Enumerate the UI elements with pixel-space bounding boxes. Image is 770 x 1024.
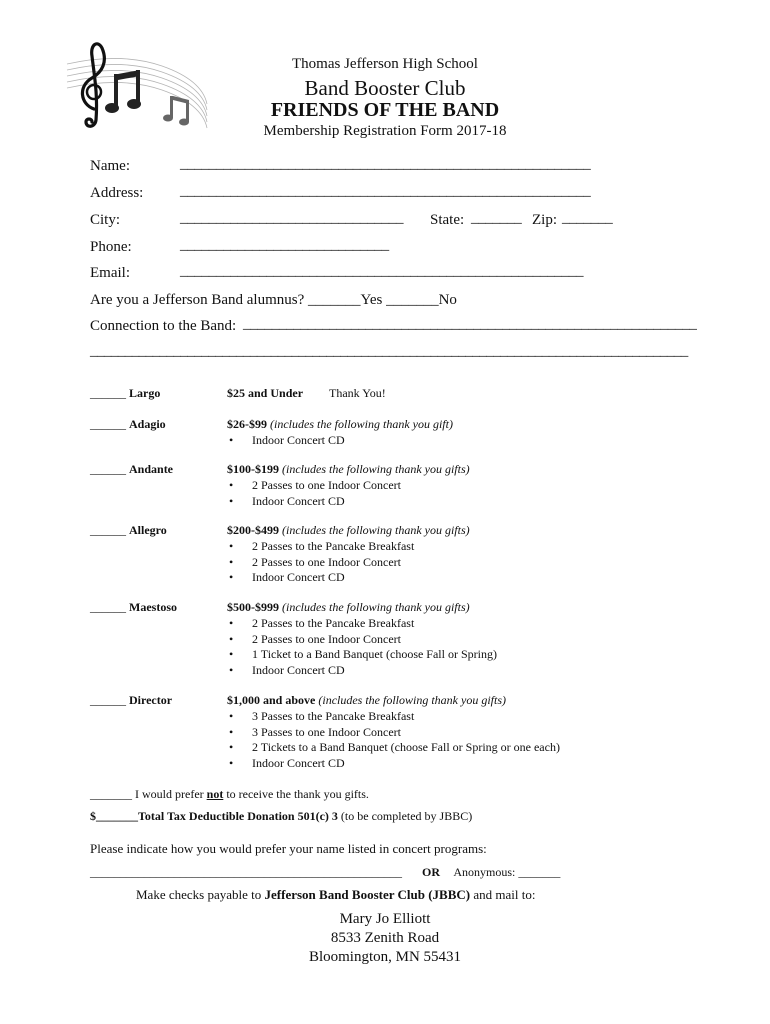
zip-field[interactable]: _______ <box>562 210 613 226</box>
mail-to-street: 8533 Zenith Road <box>330 930 440 946</box>
payable-before: Make checks payable to <box>136 887 262 902</box>
gift-item: • 2 Passes to one Indoor Concert <box>227 632 497 648</box>
payable-row <box>136 887 535 903</box>
alumnus-yes-blank[interactable]: _______ <box>308 292 361 308</box>
name-field[interactable]: _________________________________________________________ <box>180 156 591 172</box>
alumnus-question <box>90 292 457 309</box>
club-name: Band Booster Club <box>304 76 466 100</box>
gift-item: • 1 Ticket to a Band Banquet (choose Fall or Spring) <box>227 647 497 663</box>
level-allegro-blank[interactable]: ______ <box>90 523 126 537</box>
level-andante-blank[interactable]: ______ <box>90 462 126 476</box>
name-label: Name: <box>90 158 130 174</box>
level-allegro-note: (includes the following thank you gifts) <box>282 523 470 537</box>
payable-after: and mail to: <box>473 887 536 902</box>
level-adagio-gifts <box>227 433 345 449</box>
level-largo-blank[interactable]: ______ <box>90 386 126 400</box>
level-director-amount: $1,000 and above <box>227 693 316 707</box>
level-largo-thanks: Thank You! <box>329 386 386 400</box>
friends-heading: FRIENDS OF THE BAND <box>270 99 500 121</box>
city-label: City: <box>90 212 121 228</box>
program-prompt: Please indicate how you would prefer your name listed in concert programs: <box>90 841 487 856</box>
zip-label: Zip: <box>532 212 557 228</box>
alumnus-no-label: No <box>438 292 457 308</box>
total-dollar: $ <box>90 809 96 823</box>
level-adagio-note: (includes the following thank you gift) <box>270 417 453 431</box>
connection-field[interactable]: _______________________________________________________________ <box>243 316 697 332</box>
connection-label: Connection to the Band: <box>90 318 237 334</box>
level-adagio-name: Adagio <box>129 417 166 431</box>
address-field[interactable]: _________________________________________________________ <box>180 183 591 199</box>
state-label: State: <box>430 212 465 228</box>
gift-item: • 2 Tickets to a Band Banquet (choose Fall or Spring or one each) <box>227 740 560 756</box>
phone-label: Phone: <box>90 239 132 255</box>
anonymous-blank[interactable]: _______ <box>518 865 561 879</box>
program-or: OR <box>422 865 440 879</box>
prefer-not-text-after: to receive the thank you gifts. <box>226 787 369 801</box>
form-title: Membership Registration Form 2017-18 <box>263 123 507 139</box>
gift-item: • 2 Passes to one Indoor Concert <box>227 478 401 494</box>
level-andante-note: (includes the following thank you gifts) <box>282 462 470 476</box>
gift-item: • Indoor Concert CD <box>227 756 560 772</box>
gift-item: • Indoor Concert CD <box>227 663 497 679</box>
level-maestoso-amount: $500-$999 <box>227 600 279 614</box>
prefer-not-emphasis: not <box>206 787 224 801</box>
level-largo-name: Largo <box>129 386 161 400</box>
level-maestoso-blank[interactable]: ______ <box>90 600 126 614</box>
total-blank[interactable]: _______ <box>96 809 138 823</box>
alumnus-yes-label: Yes <box>360 292 383 308</box>
level-adagio-blank[interactable]: ______ <box>90 417 126 431</box>
level-director-note: (includes the following thank you gifts) <box>318 693 506 707</box>
gift-item: • 3 Passes to the Pancake Breakfast <box>227 709 560 725</box>
level-allegro-amount: $200-$499 <box>227 523 279 537</box>
city-field[interactable]: _______________________________ <box>180 210 404 226</box>
level-director-gifts <box>227 709 560 771</box>
level-allegro-gifts <box>227 539 414 586</box>
level-largo-amount: $25 and Under <box>227 386 304 400</box>
state-field[interactable]: _______ <box>471 210 522 226</box>
alumnus-question-text: Are you a Jefferson Band alumnus? <box>90 292 305 308</box>
gift-item: • Indoor Concert CD <box>227 570 414 586</box>
total-row <box>90 809 472 824</box>
level-andante-amount: $100-$199 <box>227 462 279 476</box>
program-name-field[interactable]: ____________________________________________________ <box>90 865 402 879</box>
gift-item: • 2 Passes to the Pancake Breakfast <box>227 616 497 632</box>
gift-item: • 2 Passes to one Indoor Concert <box>227 555 414 571</box>
gift-item: • 3 Passes to one Indoor Concert <box>227 725 560 741</box>
mail-to-city: Bloomington, MN 55431 <box>308 949 462 965</box>
school-name: Thomas Jefferson High School <box>292 56 478 72</box>
mail-to-name: Mary Jo Elliott <box>339 911 431 927</box>
level-maestoso-note: (includes the following thank you gifts) <box>282 600 470 614</box>
payable-payee: Jefferson Band Booster Club (JBBC) <box>264 887 471 902</box>
level-andante-gifts <box>227 478 401 509</box>
level-maestoso-gifts <box>227 616 497 678</box>
prefer-not-text-before: I would prefer <box>135 787 204 801</box>
total-note: (to be completed by JBBC) <box>340 809 473 823</box>
level-allegro-name: Allegro <box>129 523 167 537</box>
program-row <box>90 865 560 880</box>
anonymous-label: Anonymous: <box>453 865 516 879</box>
level-maestoso-name: Maestoso <box>129 600 177 614</box>
gift-item: • 2 Passes to the Pancake Breakfast <box>227 539 414 555</box>
prefer-not-blank[interactable]: _______ <box>90 787 132 801</box>
level-director-name: Director <box>129 693 173 707</box>
email-label: Email: <box>90 265 130 281</box>
alumnus-no-blank[interactable]: _______ <box>386 292 439 308</box>
total-label: Total Tax Deductible Donation 501(c) 3 <box>138 809 338 823</box>
level-adagio-amount: $26-$99 <box>227 417 267 431</box>
email-field[interactable]: ________________________________________________________ <box>180 263 584 279</box>
gift-item: • Indoor Concert CD <box>227 433 345 449</box>
address-label: Address: <box>90 185 144 201</box>
gift-item: • Indoor Concert CD <box>227 494 401 510</box>
level-andante-name: Andante <box>129 462 174 476</box>
prefer-not-row <box>90 787 369 802</box>
phone-field[interactable]: _____________________________ <box>180 237 389 253</box>
connection-field-2[interactable]: ______________________________________________________________________________________ <box>90 343 688 359</box>
level-director-blank[interactable]: ______ <box>90 693 126 707</box>
